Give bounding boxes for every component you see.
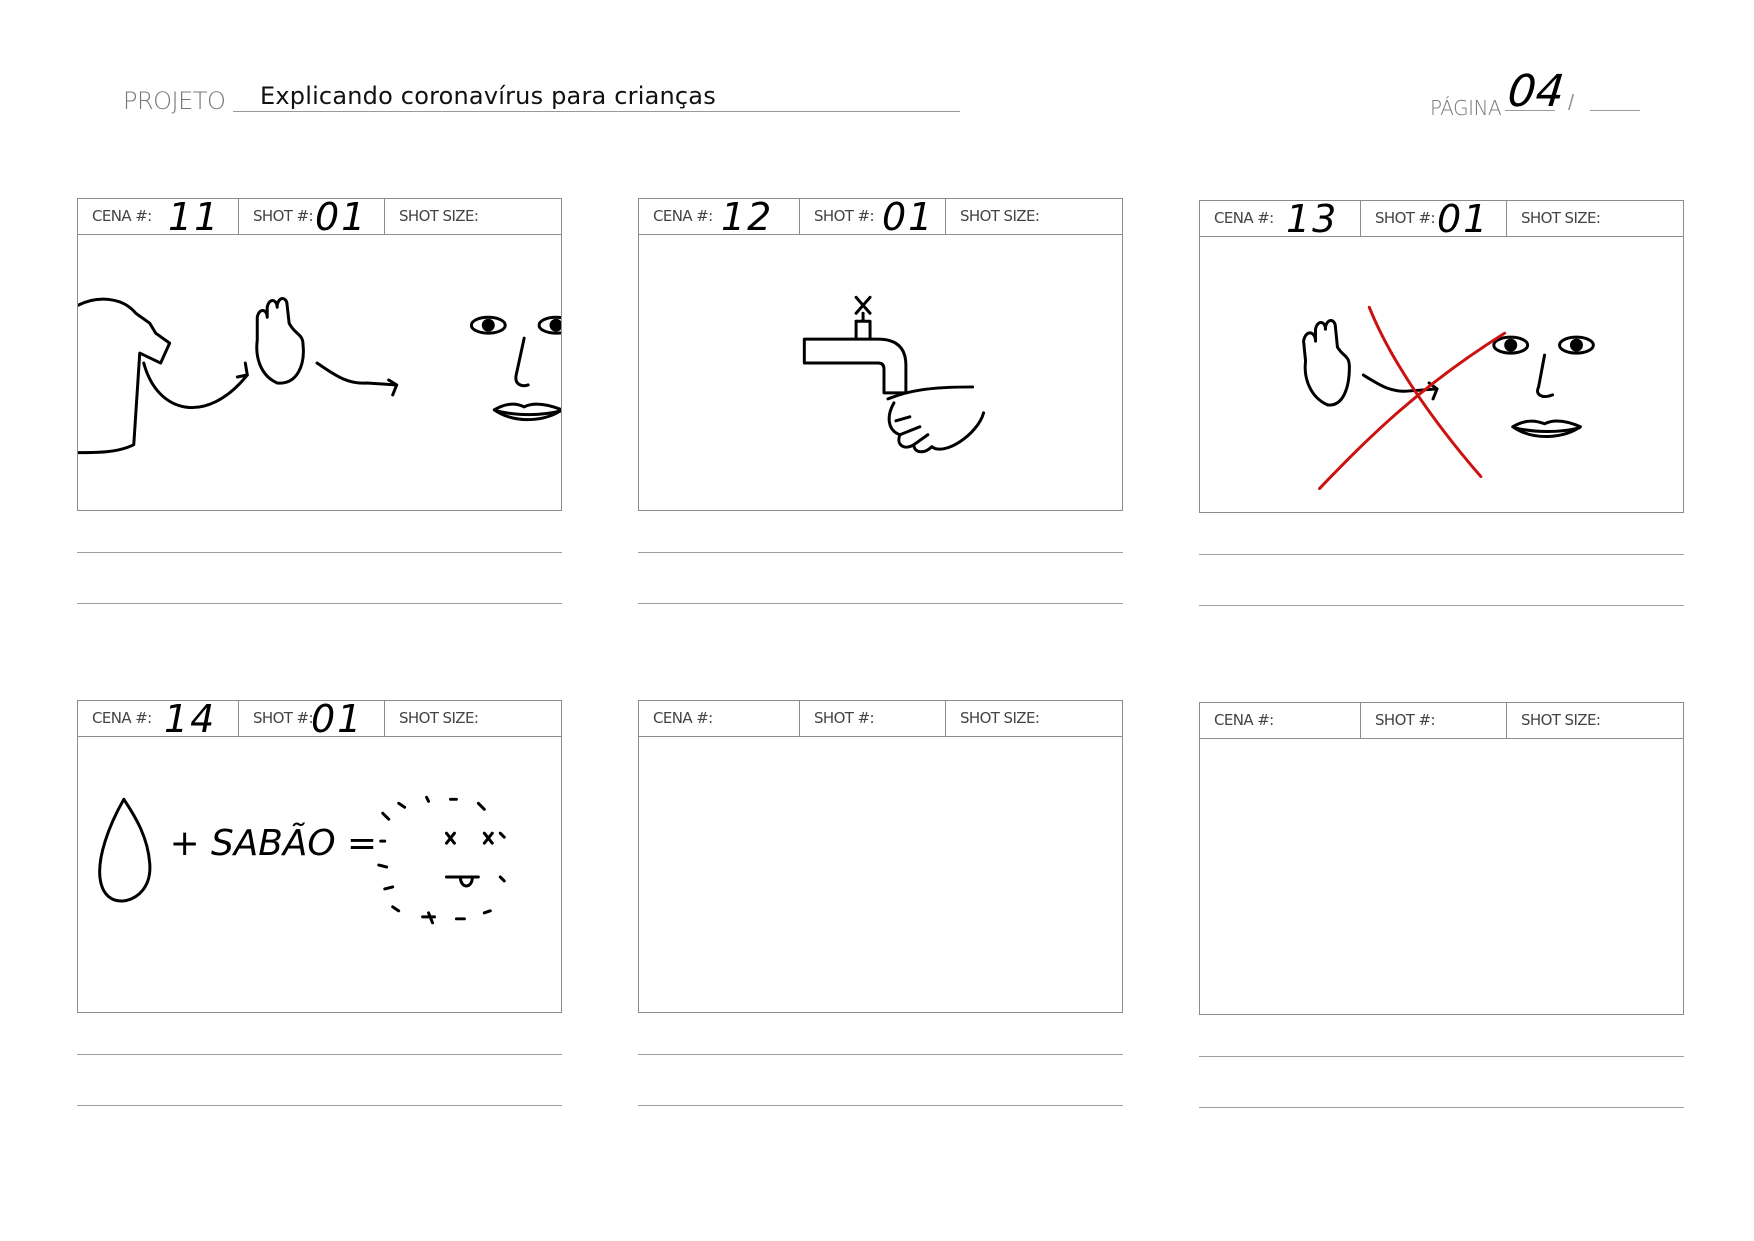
hand-face-crossed-sketch (1200, 237, 1683, 512)
note-line (1199, 1056, 1684, 1057)
scene-cell (1200, 703, 1361, 738)
page-label: PÁGINA (1430, 96, 1502, 120)
shot-label: SHOT #: (1375, 209, 1435, 227)
note-line (638, 1054, 1123, 1055)
scene-number: 11 (168, 195, 221, 239)
scene-label: CENA #: (1214, 209, 1274, 227)
shot-cell (800, 701, 946, 736)
scene-label: CENA #: (653, 207, 713, 225)
scene-label: CENA #: (92, 709, 152, 727)
panel-sketch-area (639, 235, 1122, 510)
panel-header (639, 195, 1122, 239)
note-line (638, 603, 1123, 604)
scene-cell (78, 697, 239, 741)
panel-sketch-area (78, 235, 561, 510)
note-line (1199, 554, 1684, 555)
shot-size-cell (385, 701, 561, 736)
panel-sketch-area (639, 737, 1122, 1012)
shot-size-cell (946, 199, 1122, 234)
scene-number: 14 (164, 697, 217, 741)
storyboard-panel-4 (77, 697, 562, 1013)
shot-number: 01 (882, 195, 935, 239)
panel-header (639, 701, 1122, 737)
scene-label: CENA #: (1214, 711, 1274, 729)
shot-size-cell (385, 199, 561, 234)
shot-cell (800, 195, 946, 239)
scene-label: CENA #: (653, 709, 713, 727)
shot-label: SHOT #: (1375, 711, 1435, 729)
panel-header (78, 195, 561, 239)
shot-cell (1361, 703, 1507, 738)
note-line (77, 1054, 562, 1055)
panel-sketch-area (1200, 237, 1683, 512)
note-line (1199, 605, 1684, 606)
shot-label: SHOT #: (253, 709, 313, 727)
shot-cell (239, 195, 385, 239)
scene-cell (1200, 197, 1361, 241)
sneeze-hand-face-sketch (78, 235, 561, 510)
note-line (77, 552, 562, 553)
storyboard-panel-2 (638, 195, 1123, 511)
page-total-underline (1590, 110, 1640, 111)
project-underline (233, 111, 960, 112)
shot-size-label: SHOT SIZE: (1521, 711, 1601, 729)
shot-size-cell (946, 701, 1122, 736)
shot-size-label: SHOT SIZE: (399, 709, 479, 727)
soap-equation-text: + SABÃO = (169, 823, 378, 865)
shot-size-cell (1507, 703, 1683, 738)
note-line (77, 1105, 562, 1106)
shot-label: SHOT #: (253, 207, 313, 225)
storyboard-panel-1 (77, 195, 562, 511)
shot-size-label: SHOT SIZE: (399, 207, 479, 225)
page-separator: / (1568, 90, 1575, 115)
scene-cell (639, 195, 800, 239)
shot-label: SHOT #: (814, 709, 874, 727)
shot-label: SHOT #: (814, 207, 874, 225)
panel-header (78, 697, 561, 741)
shot-number: 01 (1437, 197, 1490, 241)
panel-header (1200, 703, 1683, 739)
shot-cell (1361, 197, 1507, 241)
shot-size-label: SHOT SIZE: (960, 207, 1040, 225)
panel-sketch-area (78, 737, 561, 1012)
scene-number: 12 (721, 195, 774, 239)
panel-sketch-area (1200, 739, 1683, 1014)
page-number: 04 (1505, 66, 1567, 117)
project-label: PROJETO (123, 87, 226, 115)
shot-number: 01 (315, 195, 368, 239)
water-soap-virus-sketch (78, 737, 561, 1012)
scene-cell (639, 701, 800, 736)
shot-number: 01 (311, 697, 364, 741)
shot-size-cell (1507, 201, 1683, 236)
project-title: Explicando coronavírus para crianças (260, 82, 716, 110)
scene-number: 13 (1286, 197, 1339, 241)
shot-size-label: SHOT SIZE: (1521, 209, 1601, 227)
panel-header (1200, 197, 1683, 241)
scene-cell (78, 195, 239, 239)
note-line (638, 1105, 1123, 1106)
storyboard-panel-3 (1199, 197, 1684, 513)
shot-size-label: SHOT SIZE: (960, 709, 1040, 727)
faucet-handwash-sketch (639, 235, 1122, 510)
shot-cell (239, 697, 385, 741)
note-line (1199, 1107, 1684, 1108)
storyboard-panel-5 (638, 700, 1123, 1013)
storyboard-panel-6 (1199, 702, 1684, 1015)
scene-label: CENA #: (92, 207, 152, 225)
note-line (638, 552, 1123, 553)
note-line (77, 603, 562, 604)
